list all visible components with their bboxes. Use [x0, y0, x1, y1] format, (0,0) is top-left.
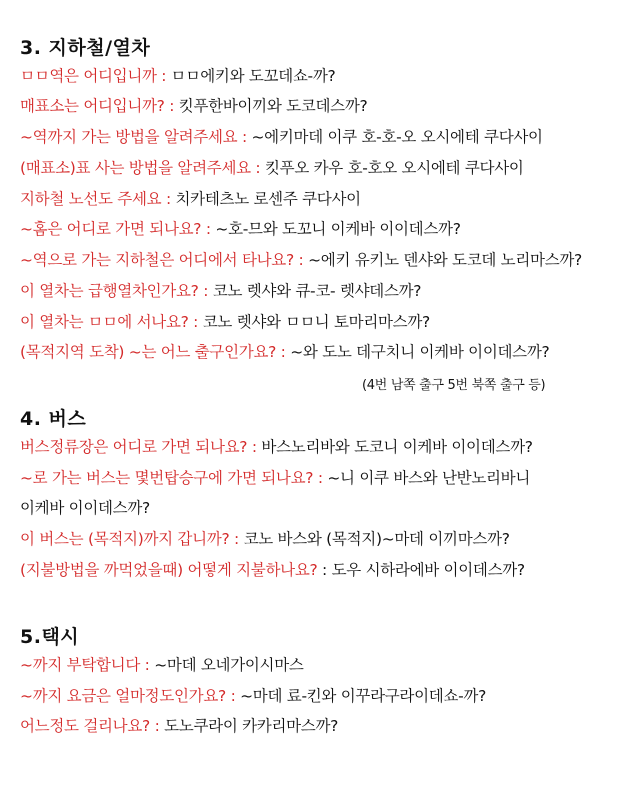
korean-question: 버스정류장은 어디로 가면 되나요? : [20, 438, 262, 456]
phrase-row [20, 529, 510, 549]
japanese-answer: 치카테츠노 로센주 쿠다사이 [175, 190, 361, 208]
japanese-answer: ~마데 오네가이시마스 [154, 656, 304, 674]
korean-question: (매표소)표 사는 방법을 알려주세요 : [20, 159, 265, 177]
japanese-answer: 코노 렛샤와 큐-코- 렛샤데스까? [212, 282, 422, 300]
korean-question: ~로 가는 버스는 몇번탑승구에 가면 되나요? : [20, 469, 328, 487]
phrase-row-continued [20, 498, 150, 518]
japanese-answer: 킷푸한바이끼와 도코데스까? [178, 97, 368, 115]
section-heading-bus: 4. 버스 [20, 408, 87, 430]
exit-note: (4번 남쪽 출구 5번 북쪽 출구 등) [362, 378, 546, 393]
phrase-row [20, 342, 549, 362]
japanese-answer: 바스노리바와 도코니 이케바 이이데스까? [261, 438, 533, 456]
korean-question: ~역으로 가는 지하철은 어디에서 타나요? : [20, 251, 309, 269]
section-heading-taxi: 5.택시 [20, 626, 80, 648]
japanese-answer: 킷푸오 카우 호-호오 오시에테 쿠다사이 [264, 159, 524, 177]
section-heading-subway: 3. 지하철/열차 [20, 37, 151, 59]
japanese-answer: 도노쿠라이 카카리마스까? [164, 717, 339, 735]
japanese-answer: ~에키마데 이쿠 호-호-오 오시에테 쿠다사이 [251, 128, 543, 146]
korean-question: ~까지 부탁합니다 : [20, 656, 155, 674]
japanese-answer: 코노 바스와 (목적지)~마데 이끼마스까? [243, 530, 510, 548]
phrase-row [20, 655, 304, 675]
phrase-row [20, 158, 524, 178]
japanese-answer: : 도우 시하라에바 이이데스까? [322, 561, 525, 579]
phrase-row [20, 686, 486, 706]
japanese-answer: 이케바 이이데스까? [20, 499, 150, 517]
japanese-answer: ~와 도노 데구치니 이케바 이이데스까? [290, 343, 550, 361]
korean-question: 매표소는 어디입니까? : [20, 97, 179, 115]
japanese-answer: ㅁㅁ에키와 도꼬데쇼-까? [170, 67, 336, 85]
phrase-row [20, 250, 582, 270]
phrase-row [20, 437, 533, 457]
japanese-answer: ~마데 료-킨와 이꾸라구라이데쇼-까? [240, 687, 487, 705]
phrase-row [20, 281, 421, 301]
phrase-row [20, 96, 367, 116]
japanese-answer: ~니 이쿠 바스와 난반노리바니 [327, 469, 531, 487]
korean-question: ~홈은 어디로 가면 되나요? : [20, 220, 216, 238]
phrase-row [20, 312, 430, 332]
korean-question: (지불방법을 까먹었을때) 어떻게 지불하나요? [20, 561, 323, 579]
korean-question: 이 열차는 급행열차인가요? : [20, 282, 213, 300]
phrase-row [20, 66, 335, 86]
japanese-answer: 코노 렛샤와 ㅁㅁ니 토마리마스까? [202, 313, 430, 331]
korean-question: 지하철 노선도 주세요 : [20, 190, 176, 208]
korean-question: ㅁㅁ역은 어디입니까 : [20, 67, 171, 85]
korean-question: 이 열차는 ㅁㅁ에 서나요? : [20, 313, 203, 331]
phrase-row [20, 468, 530, 488]
phrase-row [20, 189, 361, 209]
japanese-answer: ~호-므와 도꼬니 이케바 이이데스까? [215, 220, 461, 238]
phrase-row [20, 716, 338, 736]
phrase-row [20, 127, 543, 147]
korean-question: (목적지역 도착) ~는 어느 출구인가요? : [20, 343, 291, 361]
phrase-row [20, 560, 525, 580]
phrase-row [20, 219, 461, 239]
japanese-answer: ~에키 유키노 덴샤와 도코데 노리마스까? [308, 251, 582, 269]
korean-question: ~역까지 가는 방법을 알려주세요 : [20, 128, 252, 146]
korean-question: ~까지 요금은 얼마정도인가요? : [20, 687, 241, 705]
korean-question: 어느정도 걸리나요? : [20, 717, 165, 735]
korean-question: 이 버스는 (목적지)까지 갑니까? : [20, 530, 244, 548]
